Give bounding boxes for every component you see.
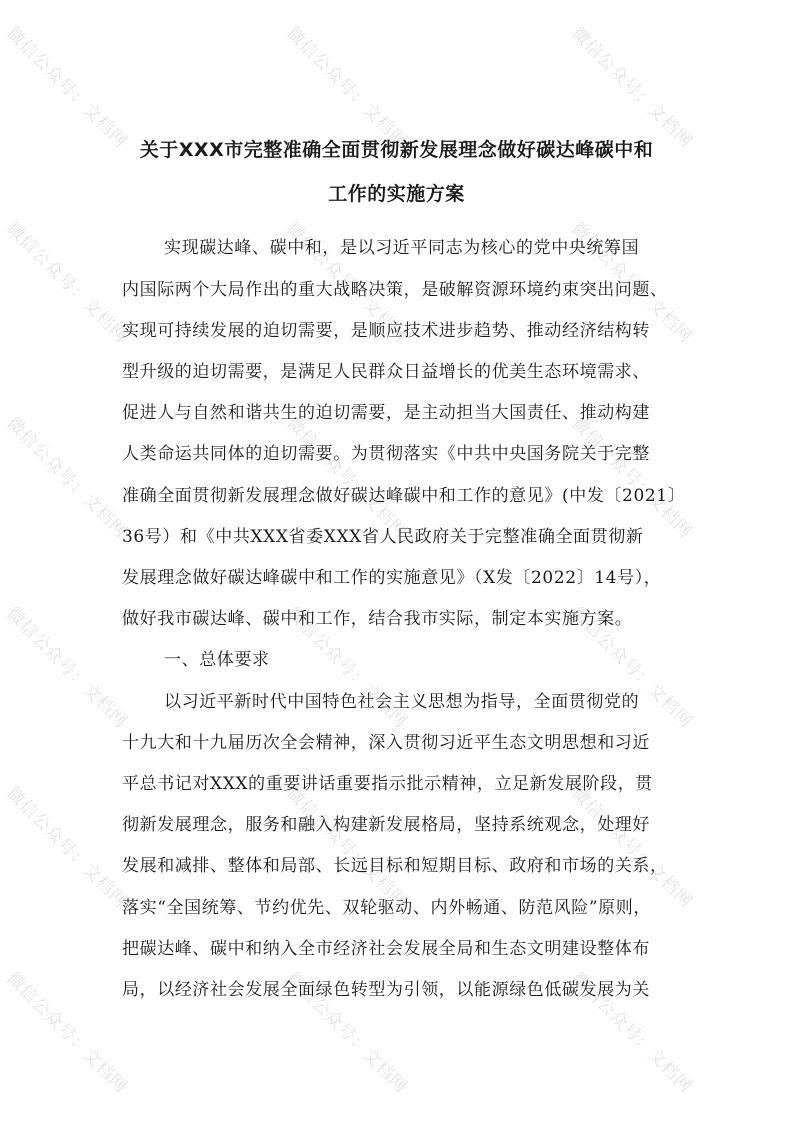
- body-line: 内国际两个大局作出的重大战略决策，是破解资源环境约束突出问题、: [122, 280, 668, 300]
- body-line: 十九大和十九届历次全会精神，深入贯彻习近平生态文明思想和习近: [122, 733, 650, 753]
- body-line: 实现碳达峰、碳中和，是以习近平同志为核心的党中央统筹国: [164, 238, 640, 258]
- body-line: 落实“全国统筹、节约优先、双轮驱动、内外畅通、防范风险”原则，: [122, 898, 651, 918]
- body-line: 局，以经济社会发展全面绿色转型为引领，以能源绿色低碳发展为关: [122, 980, 650, 1000]
- body-line: 平总书记对XXX的重要讲话重要指示批示精神，立足新发展阶段，贯: [122, 774, 653, 794]
- body-line: 以习近平新时代中国特色社会主义思想为指导，全面贯彻党的: [164, 692, 640, 712]
- watermark-text: 微信公众号：文档网: [2, 413, 132, 543]
- watermark-text: 微信公众号：文档网: [282, 968, 412, 1098]
- watermark-text: 微信公众号：文档网: [2, 968, 132, 1098]
- body-line: 型升级的迫切需要，是满足人民群众日益增长的优美生态环境需求、: [122, 362, 650, 382]
- watermark-text: 微信公众号：文档网: [2, 218, 132, 348]
- body-line: 发展和减排、整体和局部、长远目标和短期目标、政府和市场的关系，: [122, 856, 668, 876]
- body-line: 发展理念做好碳达峰碳中和工作的实施意见》（X发〔2022〕14号），: [122, 568, 662, 588]
- body-line: 做好我市碳达峰、碳中和工作，结合我市实际，制定本实施方案。: [122, 609, 633, 629]
- watermark-text: 微信公众号：文档网: [282, 218, 412, 348]
- body-line: 36号）和《中共XXX省委XXX省人民政府关于完整准确全面贯彻新: [122, 527, 644, 547]
- watermark-text: 微信公众号：文档网: [2, 23, 132, 153]
- watermark-text: 微信公众号：文档网: [567, 23, 697, 153]
- watermark-text: 微信公众号：文档网: [2, 783, 132, 913]
- document-title-line-2: 工作的实施方案: [328, 183, 465, 205]
- watermark-text: 微信公众号：文档网: [282, 603, 412, 733]
- body-line: 促进人与自然和谐共生的迫切需要，是主动担当大国责任、推动构建: [122, 403, 650, 423]
- watermark-text: 微信公众号：文档网: [282, 783, 412, 913]
- document-title-line-1: 关于XXX市完整准确全面贯彻新发展理念做好碳达峰碳中和: [139, 139, 654, 161]
- body-line: 把碳达峰、碳中和纳入全市经济社会发展全局和生态文明建设整体布: [122, 939, 650, 959]
- watermark-text: 微信公众号：文档网: [567, 968, 697, 1098]
- watermark-text: 微信公众号：文档网: [282, 413, 412, 543]
- body-line: 实现可持续发展的迫切需要，是顺应技术进步趋势、推动经济结构转: [122, 321, 650, 341]
- watermark-text: 微信公众号：文档网: [567, 603, 697, 733]
- watermark-text: 微信公众号：文档网: [2, 603, 132, 733]
- watermark-text: 微信公众号：文档网: [567, 413, 697, 543]
- watermark-text: 微信公众号：文档网: [567, 218, 697, 348]
- body-line: 人类命运共同体的迫切需要。为贯彻落实《中共中央国务院关于完整: [122, 444, 650, 464]
- body-line: 准确全面贯彻新发展理念做好碳达峰碳中和工作的意见》(中发〔2021〕: [122, 486, 686, 506]
- watermark-text: 微信公众号：文档网: [567, 783, 697, 913]
- watermark-text: 微信公众号：文档网: [282, 23, 412, 153]
- body-line: 彻新发展理念，服务和融入构建新发展格局，坚持系统观念，处理好: [122, 815, 650, 835]
- section-heading: 一、总体要求: [164, 650, 270, 670]
